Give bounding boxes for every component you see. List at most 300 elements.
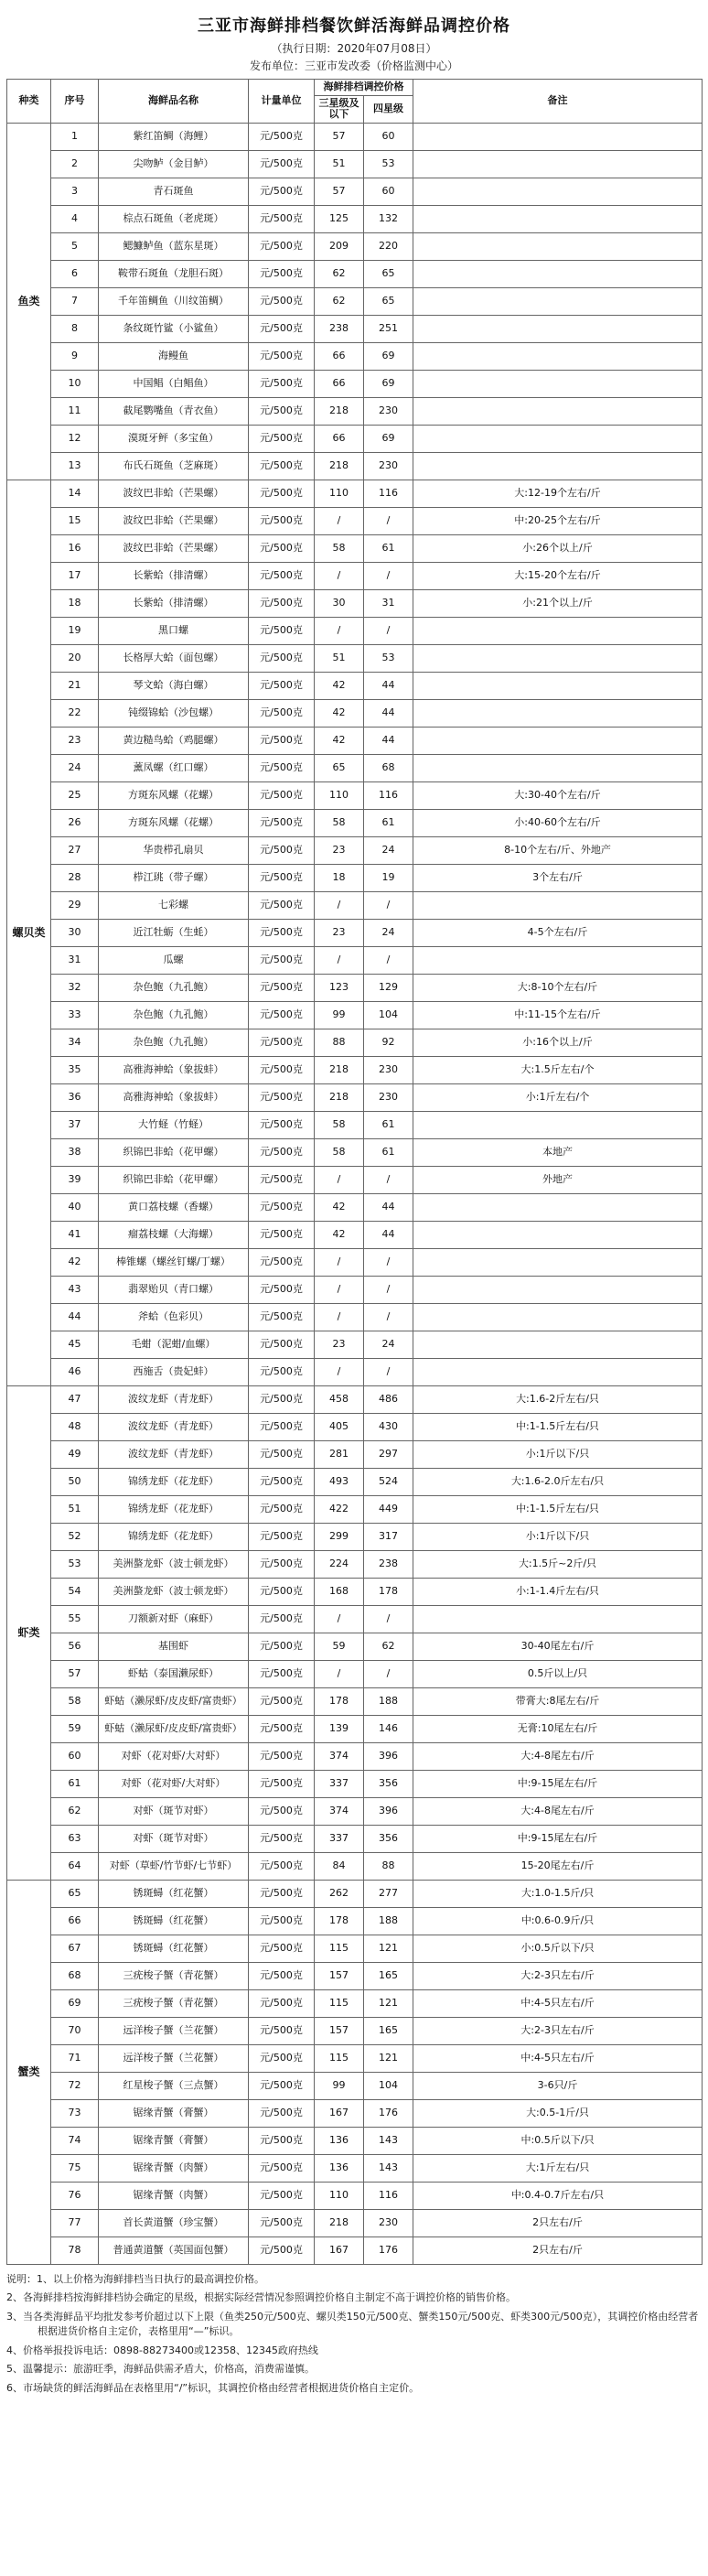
name-cell: 布氏石斑鱼（芝麻斑） bbox=[99, 452, 249, 480]
unit-cell: 元/500克 bbox=[249, 1605, 315, 1633]
remark-cell bbox=[413, 1605, 703, 1633]
name-cell: 远洋梭子蟹（兰花蟹） bbox=[99, 2017, 249, 2044]
table-row bbox=[7, 562, 703, 589]
unit-cell: 元/500克 bbox=[249, 1111, 315, 1138]
unit-cell: 元/500克 bbox=[249, 1550, 315, 1578]
table-row bbox=[7, 342, 703, 370]
seq-cell: 77 bbox=[51, 2209, 99, 2236]
price-4star-cell: 121 bbox=[364, 1935, 413, 1962]
price-4star-cell: 60 bbox=[364, 123, 413, 150]
name-cell: 对虾（斑节对虾） bbox=[99, 1825, 249, 1852]
table-row bbox=[7, 2154, 703, 2182]
price-4star-cell: 396 bbox=[364, 1797, 413, 1825]
seq-cell: 20 bbox=[51, 644, 99, 672]
table-row bbox=[7, 2017, 703, 2044]
unit-cell: 元/500克 bbox=[249, 480, 315, 507]
price-3star-cell: 99 bbox=[315, 2072, 364, 2099]
remark-cell bbox=[413, 1331, 703, 1358]
table-row bbox=[7, 1331, 703, 1358]
unit-cell: 元/500克 bbox=[249, 123, 315, 150]
seq-cell: 41 bbox=[51, 1221, 99, 1248]
remark-cell bbox=[413, 1358, 703, 1385]
seq-cell: 45 bbox=[51, 1331, 99, 1358]
table-row bbox=[7, 1029, 703, 1056]
price-3star-cell: 62 bbox=[315, 260, 364, 287]
unit-cell: 元/500克 bbox=[249, 864, 315, 891]
remark-cell: 中:0.5斤以下/只 bbox=[413, 2127, 703, 2154]
seq-cell: 37 bbox=[51, 1111, 99, 1138]
price-4star-cell: / bbox=[364, 1605, 413, 1633]
seq-cell: 17 bbox=[51, 562, 99, 589]
remark-cell: 本地产 bbox=[413, 1138, 703, 1166]
price-3star-cell: / bbox=[315, 1660, 364, 1687]
note-text: 6、市场缺货的鲜活海鲜品在表格里用“/”标识，其调控价格由经营者根据进货价格自主定价。 bbox=[6, 2381, 420, 2394]
note-text: 3、当各类海鲜品平均批发参考价超过以下上限（鱼类250元/500克、螺贝类150元/500克、蟹类150元/500克、虾类300元/500克），其调控价格由经营者根据进货价格自主定价，表格里用“—”标识。 bbox=[6, 2310, 699, 2338]
remark-cell bbox=[413, 672, 703, 699]
table-row bbox=[7, 534, 703, 562]
remark-cell: 小:1-1.4斤左右/只 bbox=[413, 1578, 703, 1605]
price-3star-cell: 66 bbox=[315, 342, 364, 370]
price-4star-cell: 61 bbox=[364, 1111, 413, 1138]
remark-cell: 大:1.5斤左右/个 bbox=[413, 1056, 703, 1083]
seq-cell: 38 bbox=[51, 1138, 99, 1166]
price-4star-cell: 65 bbox=[364, 287, 413, 315]
notes-section bbox=[6, 2272, 702, 2397]
table-row bbox=[7, 452, 703, 480]
unit-cell: 元/500克 bbox=[249, 1193, 315, 1221]
remark-cell: 3-6只/斤 bbox=[413, 2072, 703, 2099]
price-4star-cell: / bbox=[364, 891, 413, 919]
price-4star-cell: 220 bbox=[364, 232, 413, 260]
price-3star-cell: 136 bbox=[315, 2127, 364, 2154]
unit-cell: 元/500克 bbox=[249, 1413, 315, 1440]
remark-cell: 大:15-20个左右/斤 bbox=[413, 562, 703, 589]
seq-cell: 46 bbox=[51, 1358, 99, 1385]
name-cell: 普通黄道蟹（英国面包蟹） bbox=[99, 2236, 249, 2264]
seq-cell: 71 bbox=[51, 2044, 99, 2072]
unit-cell: 元/500克 bbox=[249, 754, 315, 781]
table-row bbox=[7, 1770, 703, 1797]
table-row bbox=[7, 864, 703, 891]
price-3star-cell: 123 bbox=[315, 974, 364, 1001]
price-3star-cell: 59 bbox=[315, 1633, 364, 1660]
remark-cell: 0.5斤以上/只 bbox=[413, 1660, 703, 1687]
remark-cell bbox=[413, 1193, 703, 1221]
table-row bbox=[7, 1962, 703, 1989]
table-row bbox=[7, 315, 703, 342]
seq-cell: 70 bbox=[51, 2017, 99, 2044]
name-cell: 青石斑鱼 bbox=[99, 178, 249, 205]
table-row bbox=[7, 1193, 703, 1221]
unit-cell: 元/500克 bbox=[249, 452, 315, 480]
remark-cell bbox=[413, 644, 703, 672]
table-row bbox=[7, 260, 703, 287]
price-4star-cell: / bbox=[364, 1358, 413, 1385]
price-4star-cell: / bbox=[364, 507, 413, 534]
remark-cell: 小:21个以上/斤 bbox=[413, 589, 703, 617]
unit-cell: 元/500克 bbox=[249, 2017, 315, 2044]
remark-cell bbox=[413, 315, 703, 342]
table-row bbox=[7, 1742, 703, 1770]
price-4star-cell: 44 bbox=[364, 699, 413, 727]
unit-cell: 元/500克 bbox=[249, 1138, 315, 1166]
table-row bbox=[7, 1687, 703, 1715]
price-3star-cell: 125 bbox=[315, 205, 364, 232]
table-row bbox=[7, 1797, 703, 1825]
unit-cell: 元/500克 bbox=[249, 1715, 315, 1742]
price-4star-cell: 44 bbox=[364, 727, 413, 754]
unit-cell: 元/500克 bbox=[249, 1935, 315, 1962]
table-row bbox=[7, 589, 703, 617]
seq-cell: 44 bbox=[51, 1303, 99, 1331]
remark-cell: 中:11-15个左右/斤 bbox=[413, 1001, 703, 1029]
price-3star-cell: 65 bbox=[315, 754, 364, 781]
unit-cell: 元/500克 bbox=[249, 1523, 315, 1550]
name-cell: 高雅海神蛤（象拔蚌） bbox=[99, 1056, 249, 1083]
name-cell: 虾蛄（濑尿虾/皮皮虾/富贵虾） bbox=[99, 1715, 249, 1742]
seq-cell: 12 bbox=[51, 425, 99, 452]
price-3star-cell: 238 bbox=[315, 315, 364, 342]
seq-cell: 22 bbox=[51, 699, 99, 727]
table-header bbox=[7, 80, 703, 124]
price-4star-cell: / bbox=[364, 1660, 413, 1687]
price-4star-cell: 53 bbox=[364, 644, 413, 672]
price-4star-cell: 230 bbox=[364, 397, 413, 425]
price-4star-cell: 61 bbox=[364, 809, 413, 836]
remark-cell bbox=[413, 1221, 703, 1248]
name-cell: 长紫蛤（排清螺） bbox=[99, 562, 249, 589]
unit-cell: 元/500克 bbox=[249, 1248, 315, 1276]
table-row bbox=[7, 370, 703, 397]
table-row bbox=[7, 1248, 703, 1276]
table-row bbox=[7, 1550, 703, 1578]
name-cell: 刀额新对虾（麻虾） bbox=[99, 1605, 249, 1633]
remark-cell: 中:0.4-0.7斤左右/只 bbox=[413, 2182, 703, 2209]
table-row bbox=[7, 1303, 703, 1331]
category-cell: 螺贝类 bbox=[7, 480, 51, 1385]
unit-cell: 元/500克 bbox=[249, 1166, 315, 1193]
price-3star-cell: 58 bbox=[315, 534, 364, 562]
table-row bbox=[7, 507, 703, 534]
seq-cell: 31 bbox=[51, 946, 99, 974]
price-4star-cell: 230 bbox=[364, 2209, 413, 2236]
remark-cell: 大:2-3只左右/斤 bbox=[413, 2017, 703, 2044]
price-3star-cell: / bbox=[315, 507, 364, 534]
remark-cell: 2只左右/斤 bbox=[413, 2209, 703, 2236]
remark-cell bbox=[413, 946, 703, 974]
unit-cell: 元/500克 bbox=[249, 1303, 315, 1331]
name-cell: 虾蛄（濑尿虾/皮皮虾/富贵虾） bbox=[99, 1687, 249, 1715]
seq-cell: 16 bbox=[51, 534, 99, 562]
name-cell: 黄边糙鸟蛤（鸡腿螺） bbox=[99, 727, 249, 754]
table-row bbox=[7, 727, 703, 754]
name-cell: 毛蚶（泥蚶/血螺） bbox=[99, 1331, 249, 1358]
note-item bbox=[6, 2362, 702, 2377]
remark-cell: 中:9-15尾左右/斤 bbox=[413, 1825, 703, 1852]
seq-cell: 35 bbox=[51, 1056, 99, 1083]
name-cell: 长格厚大蛤（面包螺） bbox=[99, 644, 249, 672]
name-cell: 织锦巴非蛤（花甲螺） bbox=[99, 1138, 249, 1166]
unit-cell: 元/500克 bbox=[249, 232, 315, 260]
seq-cell: 47 bbox=[51, 1385, 99, 1413]
seq-cell: 21 bbox=[51, 672, 99, 699]
name-cell: 瓜螺 bbox=[99, 946, 249, 974]
price-3star-cell: 374 bbox=[315, 1797, 364, 1825]
price-3star-cell: 218 bbox=[315, 452, 364, 480]
table-row bbox=[7, 974, 703, 1001]
price-3star-cell: / bbox=[315, 617, 364, 644]
price-3star-cell: 110 bbox=[315, 480, 364, 507]
price-4star-cell: 104 bbox=[364, 1001, 413, 1029]
seq-cell: 51 bbox=[51, 1495, 99, 1523]
seq-cell: 1 bbox=[51, 123, 99, 150]
category-cell: 鱼类 bbox=[7, 123, 51, 480]
col-price-3star: 三星级及以下 bbox=[315, 95, 364, 123]
price-4star-cell: 44 bbox=[364, 672, 413, 699]
price-4star-cell: 104 bbox=[364, 2072, 413, 2099]
unit-cell: 元/500克 bbox=[249, 1797, 315, 1825]
price-4star-cell: 238 bbox=[364, 1550, 413, 1578]
table-row bbox=[7, 1578, 703, 1605]
table-row bbox=[7, 1166, 703, 1193]
unit-cell: 元/500克 bbox=[249, 534, 315, 562]
table-row bbox=[7, 1468, 703, 1495]
table-row bbox=[7, 2127, 703, 2154]
unit-cell: 元/500克 bbox=[249, 2044, 315, 2072]
remark-cell: 小:1斤左右/个 bbox=[413, 1083, 703, 1111]
unit-cell: 元/500克 bbox=[249, 1358, 315, 1385]
remark-cell: 大:30-40个左右/斤 bbox=[413, 781, 703, 809]
name-cell: 大竹蛏（竹蛏） bbox=[99, 1111, 249, 1138]
name-cell: 虾蛄（泰国濑尿虾） bbox=[99, 1660, 249, 1687]
price-4star-cell: 524 bbox=[364, 1468, 413, 1495]
unit-cell: 元/500克 bbox=[249, 205, 315, 232]
seq-cell: 24 bbox=[51, 754, 99, 781]
unit-cell: 元/500克 bbox=[249, 974, 315, 1001]
table-row bbox=[7, 287, 703, 315]
price-4star-cell: / bbox=[364, 1248, 413, 1276]
table-row bbox=[7, 1880, 703, 1907]
price-3star-cell: 167 bbox=[315, 2099, 364, 2127]
price-4star-cell: 24 bbox=[364, 836, 413, 864]
table-row bbox=[7, 809, 703, 836]
price-3star-cell: 23 bbox=[315, 1331, 364, 1358]
price-3star-cell: 139 bbox=[315, 1715, 364, 1742]
price-4star-cell: 129 bbox=[364, 974, 413, 1001]
table-row bbox=[7, 2072, 703, 2099]
name-cell: 高雅海神蛤（象拔蚌） bbox=[99, 1083, 249, 1111]
table-row bbox=[7, 1440, 703, 1468]
seq-cell: 19 bbox=[51, 617, 99, 644]
seq-cell: 66 bbox=[51, 1907, 99, 1935]
table-row bbox=[7, 2209, 703, 2236]
price-3star-cell: 224 bbox=[315, 1550, 364, 1578]
seq-cell: 78 bbox=[51, 2236, 99, 2264]
table-row bbox=[7, 2182, 703, 2209]
unit-cell: 元/500克 bbox=[249, 342, 315, 370]
price-3star-cell: 157 bbox=[315, 2017, 364, 2044]
unit-cell: 元/500克 bbox=[249, 2099, 315, 2127]
price-4star-cell: 176 bbox=[364, 2099, 413, 2127]
table-row bbox=[7, 1111, 703, 1138]
name-cell: 海鳗鱼 bbox=[99, 342, 249, 370]
price-4star-cell: 178 bbox=[364, 1578, 413, 1605]
price-3star-cell: 422 bbox=[315, 1495, 364, 1523]
remark-cell bbox=[413, 342, 703, 370]
name-cell: 棒锥螺（螺丝钉螺/丁螺） bbox=[99, 1248, 249, 1276]
note-item bbox=[6, 2310, 702, 2340]
name-cell: 锯缘青蟹（膏蟹） bbox=[99, 2127, 249, 2154]
remark-cell: 中:0.6-0.9斤/只 bbox=[413, 1907, 703, 1935]
price-4star-cell: / bbox=[364, 1303, 413, 1331]
price-3star-cell: 18 bbox=[315, 864, 364, 891]
name-cell: 栉江珧（带子螺） bbox=[99, 864, 249, 891]
price-4star-cell: 176 bbox=[364, 2236, 413, 2264]
table-row bbox=[7, 232, 703, 260]
table-row bbox=[7, 699, 703, 727]
remark-cell bbox=[413, 1248, 703, 1276]
note-item bbox=[6, 2381, 702, 2397]
issuer-line: 发布单位：三亚市发改委（价格监测中心） bbox=[249, 59, 458, 72]
name-cell: 瘤荔枝螺（大海螺） bbox=[99, 1221, 249, 1248]
seq-cell: 11 bbox=[51, 397, 99, 425]
seq-cell: 9 bbox=[51, 342, 99, 370]
table-row bbox=[7, 891, 703, 919]
name-cell: 中国鲳（白鲳鱼） bbox=[99, 370, 249, 397]
name-cell: 锯缘青蟹（肉蟹） bbox=[99, 2154, 249, 2182]
seq-cell: 74 bbox=[51, 2127, 99, 2154]
price-4star-cell: 143 bbox=[364, 2127, 413, 2154]
price-4star-cell: 121 bbox=[364, 1989, 413, 2017]
name-cell: 锦绣龙虾（花龙虾） bbox=[99, 1523, 249, 1550]
price-3star-cell: 51 bbox=[315, 150, 364, 178]
price-3star-cell: 42 bbox=[315, 672, 364, 699]
unit-cell: 元/500克 bbox=[249, 1578, 315, 1605]
price-4star-cell: 61 bbox=[364, 534, 413, 562]
seq-cell: 26 bbox=[51, 809, 99, 836]
price-3star-cell: 218 bbox=[315, 1056, 364, 1083]
price-3star-cell: 110 bbox=[315, 2182, 364, 2209]
seq-cell: 54 bbox=[51, 1578, 99, 1605]
price-3star-cell: 262 bbox=[315, 1880, 364, 1907]
unit-cell: 元/500克 bbox=[249, 1852, 315, 1880]
seq-cell: 18 bbox=[51, 589, 99, 617]
unit-cell: 元/500克 bbox=[249, 1880, 315, 1907]
price-4star-cell: 146 bbox=[364, 1715, 413, 1742]
name-cell: 方斑东风螺（花螺） bbox=[99, 781, 249, 809]
table-row bbox=[7, 2044, 703, 2072]
remark-cell: 无膏:10尾左右/斤 bbox=[413, 1715, 703, 1742]
remark-cell: 3个左右/斤 bbox=[413, 864, 703, 891]
remark-cell: 中:4-5只左右/斤 bbox=[413, 1989, 703, 2017]
name-cell: 尖吻鲈（金目鲈） bbox=[99, 150, 249, 178]
seq-cell: 64 bbox=[51, 1852, 99, 1880]
price-table bbox=[6, 79, 703, 2265]
price-3star-cell: 178 bbox=[315, 1687, 364, 1715]
price-3star-cell: 84 bbox=[315, 1852, 364, 1880]
unit-cell: 元/500克 bbox=[249, 946, 315, 974]
table-row bbox=[7, 205, 703, 232]
table-row bbox=[7, 781, 703, 809]
name-cell: 织锦巴非蛤（花甲螺） bbox=[99, 1166, 249, 1193]
table-row bbox=[7, 1056, 703, 1083]
seq-cell: 43 bbox=[51, 1276, 99, 1303]
price-3star-cell: / bbox=[315, 946, 364, 974]
price-3star-cell: 42 bbox=[315, 699, 364, 727]
table-row bbox=[7, 1413, 703, 1440]
name-cell: 波纹龙虾（青龙虾） bbox=[99, 1440, 249, 1468]
seq-cell: 15 bbox=[51, 507, 99, 534]
remark-cell: 2只左右/斤 bbox=[413, 2236, 703, 2264]
remark-cell: 大:1.0-1.5斤/只 bbox=[413, 1880, 703, 1907]
note-item bbox=[6, 2272, 702, 2288]
name-cell: 黑口螺 bbox=[99, 617, 249, 644]
seq-cell: 25 bbox=[51, 781, 99, 809]
unit-cell: 元/500克 bbox=[249, 699, 315, 727]
name-cell: 锈斑蟳（红花蟹） bbox=[99, 1935, 249, 1962]
unit-cell: 元/500克 bbox=[249, 727, 315, 754]
remark-cell: 大:1斤左右/只 bbox=[413, 2154, 703, 2182]
unit-cell: 元/500克 bbox=[249, 315, 315, 342]
seq-cell: 55 bbox=[51, 1605, 99, 1633]
price-3star-cell: / bbox=[315, 1358, 364, 1385]
price-3star-cell: 42 bbox=[315, 1221, 364, 1248]
table-row bbox=[7, 617, 703, 644]
name-cell: 三疣梭子蟹（青花蟹） bbox=[99, 1989, 249, 2017]
unit-cell: 元/500克 bbox=[249, 589, 315, 617]
price-3star-cell: / bbox=[315, 1605, 364, 1633]
remark-cell: 大:1.6-2.0斤左右/只 bbox=[413, 1468, 703, 1495]
price-3star-cell: 115 bbox=[315, 2044, 364, 2072]
table-row bbox=[7, 1907, 703, 1935]
unit-cell: 元/500克 bbox=[249, 2127, 315, 2154]
price-3star-cell: 66 bbox=[315, 370, 364, 397]
unit-cell: 元/500克 bbox=[249, 1687, 315, 1715]
seq-cell: 48 bbox=[51, 1413, 99, 1440]
price-3star-cell: 42 bbox=[315, 1193, 364, 1221]
unit-cell: 元/500克 bbox=[249, 1083, 315, 1111]
price-3star-cell: 218 bbox=[315, 1083, 364, 1111]
seq-cell: 10 bbox=[51, 370, 99, 397]
table-row bbox=[7, 1001, 703, 1029]
price-3star-cell: 88 bbox=[315, 1029, 364, 1056]
seq-cell: 30 bbox=[51, 919, 99, 946]
price-3star-cell: 337 bbox=[315, 1825, 364, 1852]
seq-cell: 23 bbox=[51, 727, 99, 754]
seq-cell: 8 bbox=[51, 315, 99, 342]
name-cell: 翡翠贻贝（青口螺） bbox=[99, 1276, 249, 1303]
price-4star-cell: 121 bbox=[364, 2044, 413, 2072]
unit-cell: 元/500克 bbox=[249, 2182, 315, 2209]
remark-cell: 小:40-60个左右/斤 bbox=[413, 809, 703, 836]
price-4star-cell: 92 bbox=[364, 1029, 413, 1056]
remark-cell: 大:0.5-1斤/只 bbox=[413, 2099, 703, 2127]
seq-cell: 29 bbox=[51, 891, 99, 919]
col-seq: 序号 bbox=[51, 80, 99, 124]
price-3star-cell: 136 bbox=[315, 2154, 364, 2182]
price-4star-cell: 165 bbox=[364, 1962, 413, 1989]
note-item bbox=[6, 2290, 702, 2306]
unit-cell: 元/500克 bbox=[249, 1331, 315, 1358]
price-4star-cell: 60 bbox=[364, 178, 413, 205]
remark-cell: 小:0.5斤以下/只 bbox=[413, 1935, 703, 1962]
table-row bbox=[7, 1276, 703, 1303]
name-cell: 漠斑牙鲆（多宝鱼） bbox=[99, 425, 249, 452]
seq-cell: 61 bbox=[51, 1770, 99, 1797]
price-4star-cell: 317 bbox=[364, 1523, 413, 1550]
remark-cell bbox=[413, 727, 703, 754]
table-row bbox=[7, 1358, 703, 1385]
